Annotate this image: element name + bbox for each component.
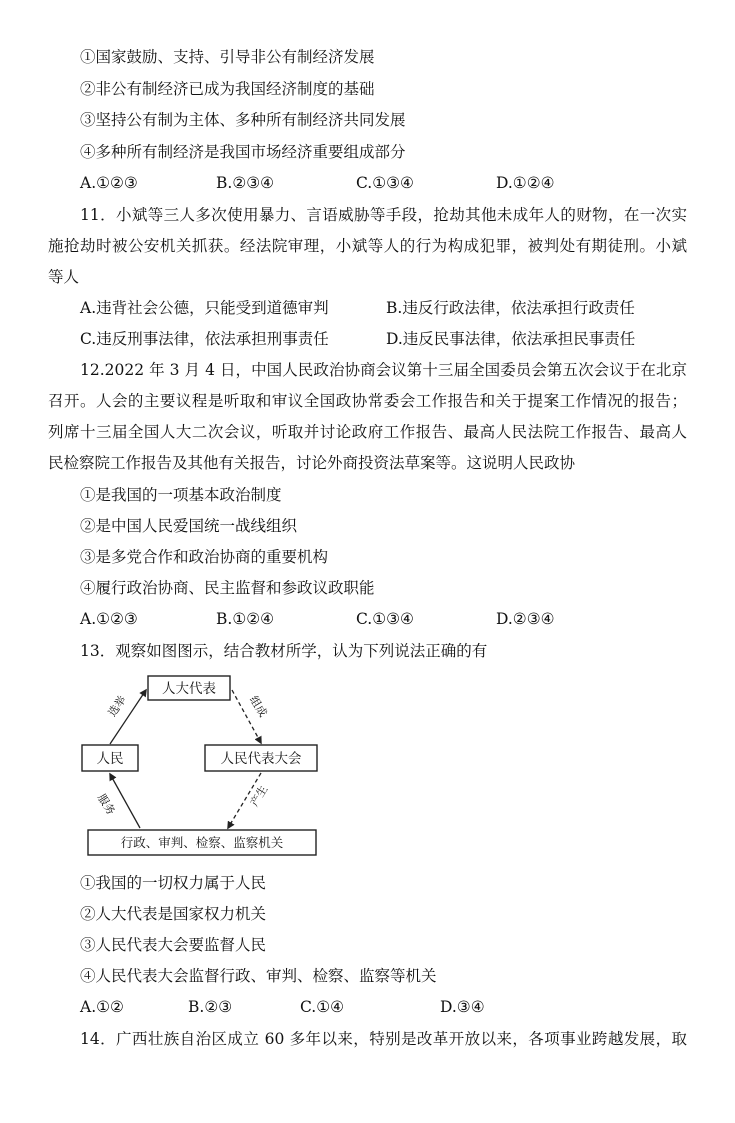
diagram-arrow-serve bbox=[110, 774, 140, 828]
q12-statement-1: ①是我国的一项基本政治制度 bbox=[80, 486, 282, 504]
q12-stem-line-4: 民检察院工作报告及其他有关报告，讨论外商投资法草案等。这说明人民政协 bbox=[48, 454, 576, 472]
diagram-box-left bbox=[82, 745, 138, 771]
q12-statement-4: ④履行政治协商、民主监督和参政议政职能 bbox=[80, 579, 375, 597]
q11-stem-line-2: 施抢劫时被公安机关抓获。经法院审理，小斌等人的行为构成犯罪，被判处有期徒刑。小斌 bbox=[48, 237, 687, 255]
q13-stem: 13．观察如图图示，结合教材所学，认为下列说法正确的有 bbox=[80, 642, 488, 660]
diagram-label-right: 人民代表大会 bbox=[220, 751, 302, 767]
q13-statement-4: ④人民代表大会监督行政、审判、检察、监察等机关 bbox=[80, 967, 437, 985]
diagram-label-top: 人大代表 bbox=[162, 681, 216, 697]
q14-stem-line-1: 14．广西壮族自治区成立 60 多年以来，特别是改革开放以来，各项事业跨越发展，取 bbox=[80, 1030, 687, 1048]
diagram-box-top bbox=[148, 676, 230, 700]
diagram-label-serve: 服务 bbox=[94, 791, 118, 818]
q13-statement-2: ②人大代表是国家权力机关 bbox=[80, 905, 267, 923]
diagram-box-right bbox=[205, 745, 317, 771]
q12-statement-2: ②是中国人民爱国统一战线组织 bbox=[80, 517, 298, 535]
q10-statement-1: ①国家鼓励、支持、引导非公有制经济发展 bbox=[80, 48, 375, 66]
q13-statement-1: ①我国的一切权力属于人民 bbox=[80, 874, 267, 892]
q12-stem-line-3: 列席十三届全国人大二次会议，听取并讨论政府工作报告、最高人民法院工作报告、最高人 bbox=[48, 423, 687, 441]
q12-option-c: C.①③④ bbox=[356, 610, 414, 628]
q11-option-b: B.违反行政法律，依法承担行政责任 bbox=[386, 299, 635, 317]
q13-diagram bbox=[80, 672, 320, 862]
q12-statement-3: ③是多党合作和政治协商的重要机构 bbox=[80, 548, 329, 566]
q11-option-a: A.违背社会公德，只能受到道德审判 bbox=[80, 299, 329, 317]
q12-option-d: D.②③④ bbox=[496, 610, 555, 628]
q13-option-c: C.①④ bbox=[300, 998, 345, 1016]
diagram-label-produce: 产生 bbox=[247, 783, 271, 809]
q10-option-b: B.②③④ bbox=[216, 174, 275, 192]
q11-option-c: C.违反刑事法律，依法承担刑事责任 bbox=[80, 330, 329, 348]
q12-stem-line-1: 12.2022 年 3 月 4 日，中国人民政治协商会议第十三届全国委员会第五次会议于在北京 bbox=[80, 361, 687, 379]
q10-statement-2: ②非公有制经济已成为我国经济制度的基础 bbox=[80, 80, 375, 98]
diagram-label-bottom: 行政、审判、检察、监察机关 bbox=[120, 835, 284, 850]
q13-option-d: D.③④ bbox=[440, 998, 485, 1016]
q13-option-b: B.②③ bbox=[188, 998, 233, 1016]
q10-statement-4: ④多种所有制经济是我国市场经济重要组成部分 bbox=[80, 143, 406, 161]
q13-statement-3: ③人民代表大会要监督人民 bbox=[80, 936, 267, 954]
q10-option-c: C.①③④ bbox=[356, 174, 414, 192]
q12-option-a: A.①②③ bbox=[80, 610, 138, 628]
q13-option-a: A.①② bbox=[80, 998, 124, 1016]
diagram-box-bottom bbox=[88, 830, 316, 855]
diagram-label-elect: 选举 bbox=[105, 693, 129, 719]
diagram-label-compose: 组成 bbox=[246, 693, 270, 720]
q10-option-a: A.①②③ bbox=[80, 174, 138, 192]
diagram-label-left: 人民 bbox=[96, 751, 124, 767]
q10-statement-3: ③坚持公有制为主体、多种所有制经济共同发展 bbox=[80, 111, 406, 129]
q11-stem-line-1: 11．小斌等三人多次使用暴力、言语威胁等手段，抢劫其他未成年人的财物，在一次实 bbox=[80, 206, 687, 224]
q12-option-b: B.①②④ bbox=[216, 610, 275, 628]
q11-stem-line-3: 等人 bbox=[48, 268, 80, 286]
q11-option-d: D.违反民事法律，依法承担民事责任 bbox=[386, 330, 636, 348]
q10-option-d: D.①②④ bbox=[496, 174, 555, 192]
q12-stem-line-2: 召开。人会的主要议程是听取和审议全国政协常委会工作报告和关于提案工作情况的报告； bbox=[48, 392, 687, 410]
